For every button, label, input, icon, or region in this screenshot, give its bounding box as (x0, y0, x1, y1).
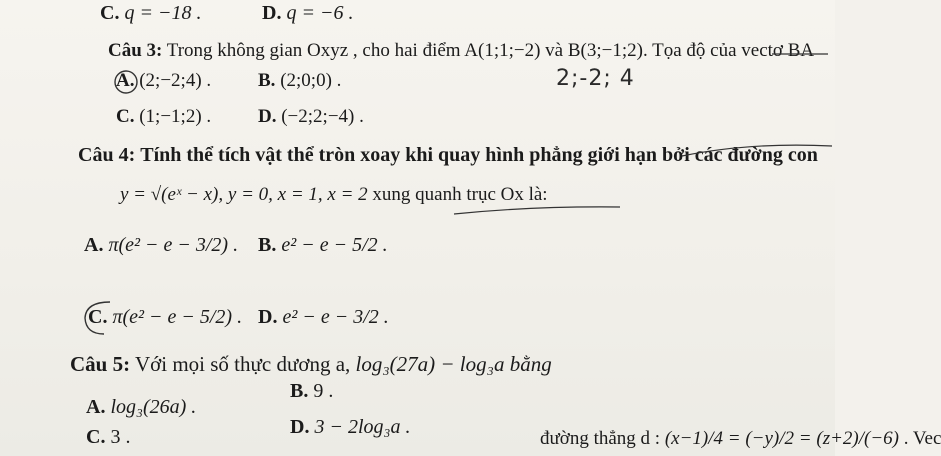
q3-option-a (116, 70, 211, 92)
option-value: e² − e − 3/2 . (282, 306, 389, 328)
question-5-label: Câu 5: (70, 352, 131, 376)
q4-option-a (84, 234, 238, 257)
q3-option-b (258, 70, 341, 92)
q5-option-b (290, 380, 333, 403)
option-value: 3 . (110, 426, 131, 448)
question-3 (108, 40, 814, 62)
question-5-expression: log₃(27a) − log₃a bằng (355, 352, 552, 376)
q4-option-c (88, 306, 242, 329)
option-label: A. (86, 396, 106, 418)
option-label: D. (258, 306, 278, 328)
underline-mark-icon (452, 204, 622, 216)
curve-equation: y = √(eˣ − x), y = 0, x = 1, x = 2 (120, 184, 368, 205)
option-label: D. (258, 106, 277, 127)
option-label: D. (290, 416, 310, 438)
q3-option-d (258, 106, 364, 128)
handwritten-answer: 2;-2; 4 (556, 66, 635, 91)
option-label: D. (262, 2, 282, 24)
option-value: (−2;2;−4) . (281, 106, 364, 127)
question-3-text: Trong không gian Oxyz , cho hai điểm A(1;1;−2) và B(3;−1;2). Tọa độ của vectơ BA (166, 40, 815, 61)
line-equation: (x−1)/4 = (−y)/2 = (z+2)/(−6) (664, 428, 899, 449)
q3-option-c (116, 106, 211, 128)
option-value: (2;−2;4) . (139, 70, 212, 91)
question-4-curve (120, 184, 548, 206)
top-option-d (262, 2, 353, 25)
question-5 (70, 352, 552, 377)
option-value: e² − e − 5/2 . (281, 234, 388, 256)
option-label: B. (290, 380, 309, 402)
option-label: C. (116, 106, 135, 127)
underline-mark-icon (770, 48, 830, 58)
option-value: π(e² − e − 3/2) . (108, 234, 239, 256)
option-value: 3 − 2log₃a . (314, 416, 411, 438)
option-value: q = −6 . (286, 2, 354, 24)
option-label: C. (86, 426, 106, 448)
option-value: q = −18 . (124, 2, 202, 24)
line-tail: . Vec (903, 428, 941, 449)
bottom-line (540, 428, 941, 450)
option-label: A. (116, 70, 135, 91)
q5-option-a (86, 396, 196, 419)
option-label: C. (100, 2, 120, 24)
curve-mark-icon (680, 140, 835, 160)
option-value: π(e² − e − 5/2) . (112, 306, 243, 328)
question-3-label: Câu 3: (108, 40, 163, 61)
option-value: log₃(26a) . (110, 396, 197, 418)
option-label: B. (258, 234, 277, 256)
question-4-text: Tính thể tích vật thể tròn xoay khi quay hình phẳng giới hạn bởi các đường con (140, 144, 818, 166)
option-label: B. (258, 70, 276, 91)
option-label: C. (88, 306, 108, 328)
top-option-c (100, 2, 201, 25)
line-text: đường thẳng d : (540, 428, 661, 449)
option-label: A. (84, 234, 104, 256)
option-value: 9 . (313, 380, 334, 402)
option-value: (1;−1;2) . (139, 106, 212, 127)
question-4-label: Câu 4: (78, 144, 136, 166)
q4-option-b (258, 234, 388, 257)
q5-option-c (86, 426, 130, 449)
question-5-text: Với mọi số thực dương a, (134, 352, 351, 376)
q4-option-d (258, 306, 389, 329)
option-value: (2;0;0) . (280, 70, 342, 91)
axis-text: xung quanh trục Ox là: (372, 184, 548, 205)
q5-option-d (290, 416, 410, 439)
